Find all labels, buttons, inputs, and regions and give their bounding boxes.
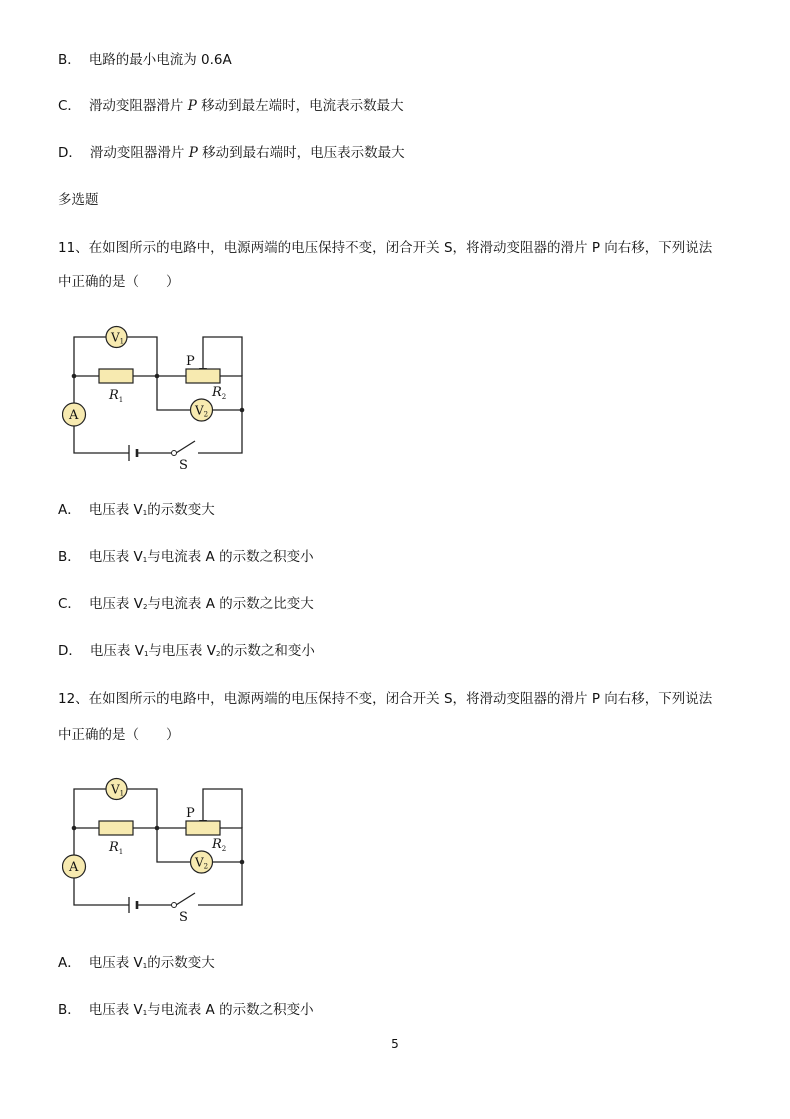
junction <box>155 374 160 379</box>
option-text: 电路的最小电流为 0.6A <box>88 52 232 68</box>
resistor-r1 <box>99 369 133 383</box>
v1-label: V1 <box>111 330 125 346</box>
option-letter: B． <box>58 52 81 68</box>
subscript: 1 <box>142 962 148 970</box>
option-text-mid: 与电压表 V <box>148 643 216 659</box>
resistor-r2 <box>186 821 220 835</box>
v1-label: V1 <box>111 782 125 798</box>
option-text-pre: 电压表 V <box>88 955 143 971</box>
wire-v2-left <box>157 828 190 862</box>
subscript: 1 <box>142 1009 148 1017</box>
switch-label: S <box>179 458 188 470</box>
ammeter-label: A <box>69 860 79 875</box>
q11-option-d[interactable] <box>58 641 315 664</box>
switch-pivot <box>172 451 177 456</box>
resistor-r1 <box>99 821 133 835</box>
option-letter: C． <box>58 98 81 114</box>
r2-label: $R_2$ <box>212 385 227 401</box>
switch-blade <box>176 441 195 453</box>
q11-stem-line2: 中正确的是（ ） <box>58 274 180 290</box>
junction <box>72 374 77 379</box>
slider-label: P <box>186 354 195 369</box>
q12-option-a[interactable] <box>58 953 215 976</box>
junction <box>155 826 160 831</box>
prev-option-b <box>58 50 232 70</box>
prev-option-d <box>58 143 405 163</box>
section-title: 多选题 <box>58 192 99 208</box>
subscript: 1 <box>143 650 149 658</box>
page-number: 5 <box>391 1037 399 1051</box>
option-text-post: 的示数变大 <box>147 502 215 518</box>
q11-option-c[interactable] <box>58 594 314 617</box>
option-text-mid: 与电流表 A 的示数之比变大 <box>147 596 314 612</box>
wire-bottom-left <box>74 878 129 905</box>
v2-label: V2 <box>195 855 209 871</box>
q11-option-b[interactable] <box>58 547 314 570</box>
wire-bottom-left <box>74 426 129 453</box>
option-text-post: 移动到最左端时，电流表示数最大 <box>196 98 404 114</box>
option-text-post: 移动到最右端时，电压表示数最大 <box>197 145 405 161</box>
junction <box>240 860 245 865</box>
subscript: 2 <box>142 603 148 611</box>
r1-label: $R_1$ <box>109 840 124 856</box>
option-text-mid: 与电流表 A 的示数之积变小 <box>147 549 314 565</box>
junction <box>72 826 77 831</box>
option-text-pre: 电压表 V <box>88 549 143 565</box>
variable-p: P <box>187 98 197 114</box>
option-letter: D． <box>58 643 82 659</box>
option-text-pre: 电压表 V <box>88 502 143 518</box>
prev-option-c <box>58 96 404 116</box>
option-letter: A． <box>58 955 81 971</box>
ammeter-label: A <box>69 408 79 423</box>
option-text-pre: 电压表 V <box>89 643 144 659</box>
junction <box>240 408 245 413</box>
option-text-pre: 滑动变阻器滑片 <box>89 145 189 161</box>
switch-pivot <box>172 903 177 908</box>
q12-option-b[interactable] <box>58 1000 314 1023</box>
option-text-pre: 电压表 V <box>88 1002 143 1018</box>
switch-blade <box>176 893 195 905</box>
option-letter: D． <box>58 145 82 161</box>
q12-stem-line2: 中正确的是（ ） <box>58 727 180 743</box>
q11-stem-line1: 11、在如图所示的电路中，电源两端的电压保持不变，闭合开关 S，将滑动变阻器的滑片 P 向右移，下列说法 <box>58 240 713 256</box>
variable-p: P <box>188 145 198 161</box>
q12-stem-line1: 12、在如图所示的电路中，电源两端的电压保持不变，闭合开关 S，将滑动变阻器的滑片 P 向右移，下列说法 <box>58 691 713 707</box>
slider-label: P <box>186 806 195 821</box>
v2-label: V2 <box>195 403 209 419</box>
subscript: 1 <box>142 556 148 564</box>
switch-label: S <box>179 910 188 922</box>
option-text-mid: 与电流表 A 的示数之积变小 <box>147 1002 314 1018</box>
option-text-post: 的示数变大 <box>147 955 215 971</box>
r2-label: $R_2$ <box>212 837 227 853</box>
option-letter: B． <box>58 1002 81 1018</box>
option-text-post: 的示数之和变小 <box>220 643 315 659</box>
q12-circuit-diagram <box>62 772 252 922</box>
r1-label: $R_1$ <box>109 388 124 404</box>
subscript: 1 <box>142 509 148 517</box>
option-text-pre: 滑动变阻器滑片 <box>88 98 188 114</box>
option-letter: B． <box>58 549 81 565</box>
q11-circuit-diagram <box>62 320 252 470</box>
option-letter: A． <box>58 502 81 518</box>
resistor-r2 <box>186 369 220 383</box>
option-text-pre: 电压表 V <box>88 596 143 612</box>
option-letter: C． <box>58 596 81 612</box>
subscript: 2 <box>215 650 221 658</box>
wire-v2-left <box>157 376 190 410</box>
q11-option-a[interactable] <box>58 500 215 523</box>
